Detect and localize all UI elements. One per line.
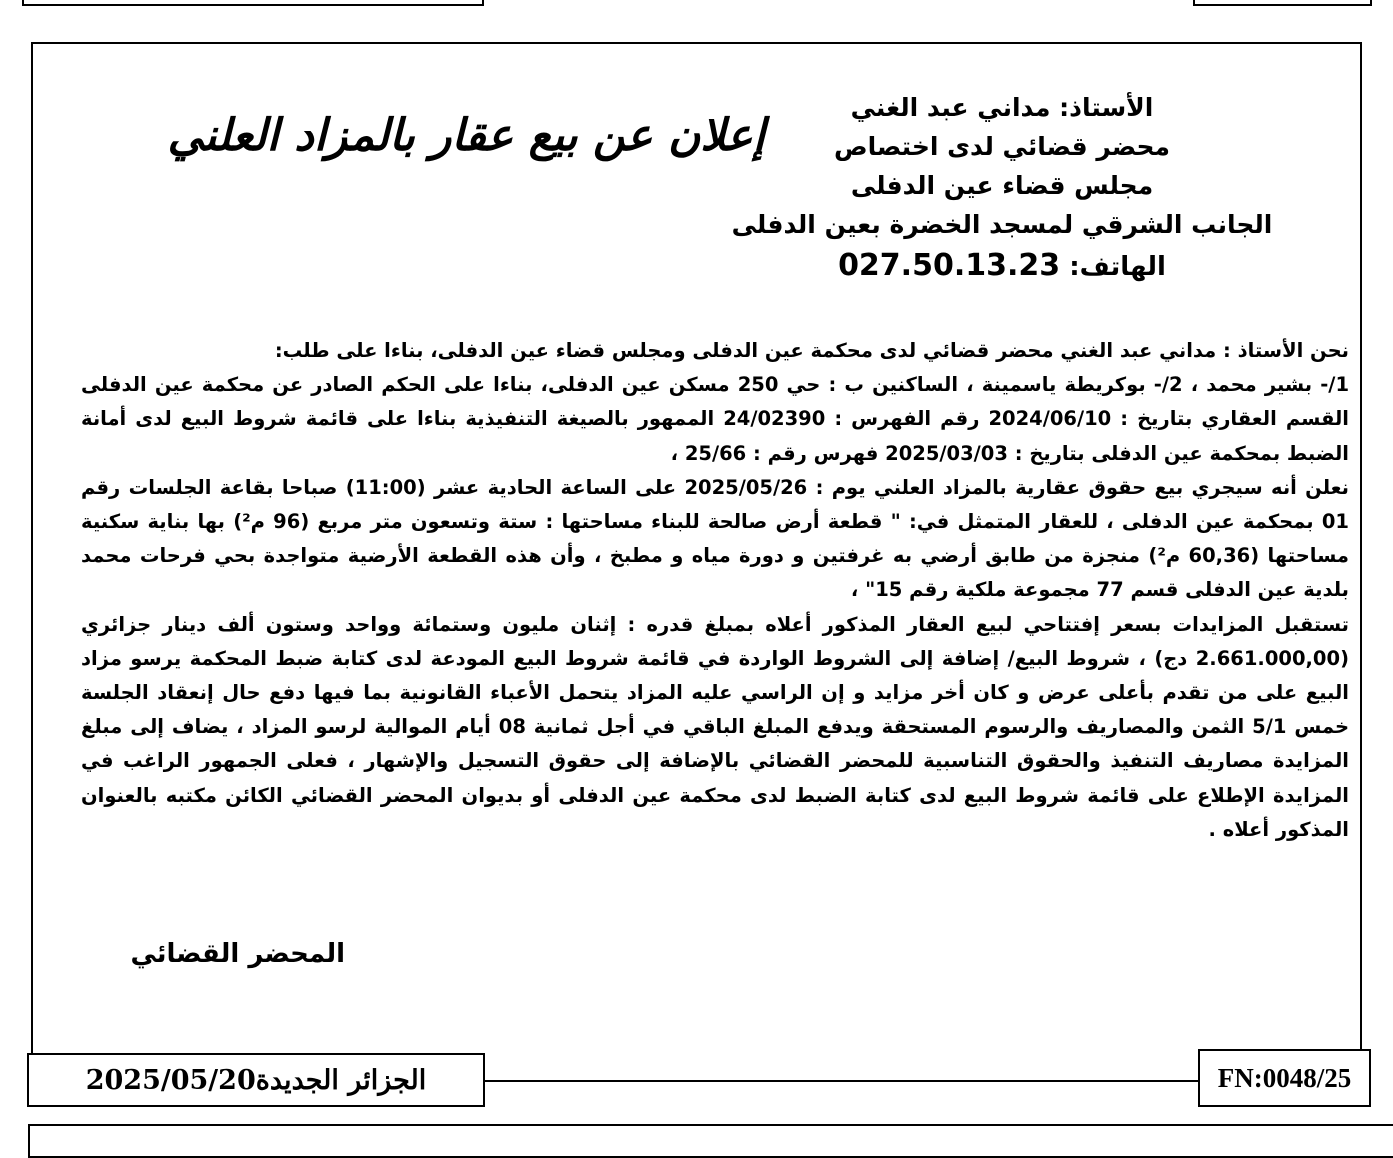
signature: المحضر القضائي xyxy=(130,939,345,969)
top-left-frame-edge xyxy=(22,0,484,6)
announcement-title: إعلان عن بيع عقار بالمزاد العلني xyxy=(167,110,765,161)
newspaper-date-box xyxy=(27,1053,485,1107)
body-paragraph-sale: نعلن أنه سيجري بيع حقوق عقارية بالمزاد العلني يوم : 2025/05/26 على الساعة الحادية عشر (11:00) صباحا بقاعة الجلسات رقم 01 بمحكمة عين الدفلى ، للعقار المتمثل في: " قطعة أرض صالحة للبناء مساحتها : ستة وتسعون متر مربع (96 م²) بها بناية سكنية مساحتها (60,36 م²) منجزة من طابق أرضي به غرفتين و دورة مياه و مطبخ ، وأن هذه القطعة الأرضية متواجدة بحي فرحات محمد بلدية عين الدفلى قسم 77 مجموعة ملكية رقم 15" ، xyxy=(81,475,1349,602)
reference-number: FN:0048/25 xyxy=(1217,1062,1352,1093)
bailiff-court: مجلس قضاء عين الدفلى xyxy=(850,171,1154,200)
bailiff-title: محضر قضائي لدى اختصاص xyxy=(833,132,1171,161)
body-paragraph-conditions: تستقبل المزايدات بسعر إفتتاحي لبيع العقار المذكور أعلاه بمبلغ قدره : إثنان مليون وستمائة وواحد وستون ألف دينار جزائري (2.661.000,00 دج) ، شروط البيع/ إضافة إلى الشروط الواردة في قائمة شروط البيع المودعة لدى كتابة ضبط المحكمة يرسو مزاد البيع على من تقدم بأعلى عرض و كان أخر مزايد و إن الراسي عليه المزاد يتحمل الأعباء القانونية بما فيها دفع حال إنعقاد الجلسة خمس 5/1 الثمن والمصاريف والرسوم المستحقة ويدفع المبلغ الباقي في أجل ثمانية 08 أيام الموالية لرسو المزاد ، يضاف إلى مبلغ المزايدة مصاريف التنفيذ والحقوق التناسبية للمحضر القضائي بالإضافة إلى حقوق التسجيل والإشهار ، فعلى الجمهور الراغب في المزايدة الإطلاع على قائمة شروط البيع لدى كتابة الضبط لدى محكمة عين الدفلى أو بديوان المحضر القضائي الكائن مكتبه بالعنوان المذكور أعلاه . xyxy=(81,612,1350,841)
bailiff-address: الجانب الشرقي لمسجد الخضرة بعين الدفلى xyxy=(731,210,1273,239)
top-right-frame-edge xyxy=(1193,0,1372,6)
newspaper-date: 2025/05/20 xyxy=(85,1064,256,1096)
phone-label: الهاتف: xyxy=(1069,252,1166,282)
bailiff-name: الأستاذ: مداني عبد الغني xyxy=(850,93,1154,122)
phone-number: 027.50.13.23 xyxy=(838,248,1061,283)
newspaper-name: الجزائر الجديدة xyxy=(255,1064,427,1096)
announcement-body xyxy=(81,334,1349,847)
bottom-frame-edge xyxy=(28,1124,1393,1158)
body-paragraph-intro: نحن الأستاذ : مداني عبد الغني محضر قضائي لدى محكمة عين الدفلى ومجلس قضاء عين الدفلى، بناءا على طلب: xyxy=(274,339,1349,362)
announcement-frame xyxy=(31,42,1362,1082)
reference-box xyxy=(1198,1049,1371,1107)
phone-line xyxy=(722,246,1282,287)
bailiff-header xyxy=(722,88,1282,287)
body-paragraph-parties: 1/- بشير محمد ، 2/- بوكريطة ياسمينة ، الساكنين ب : حي 250 مسكن عين الدفلى، بناءا على الحكم الصادر عن محكمة عين الدفلى القسم العقاري بتاريخ : 2024/06/10 رقم الفهرس : 24/02390 الممهور بالصيغة التنفيذية بناءا على قائمة شروط البيع لدى أمانة الضبط بمحكمة عين الدفلى بتاريخ : 2025/03/03 فهرس رقم : 25/66 ، xyxy=(81,373,1350,465)
